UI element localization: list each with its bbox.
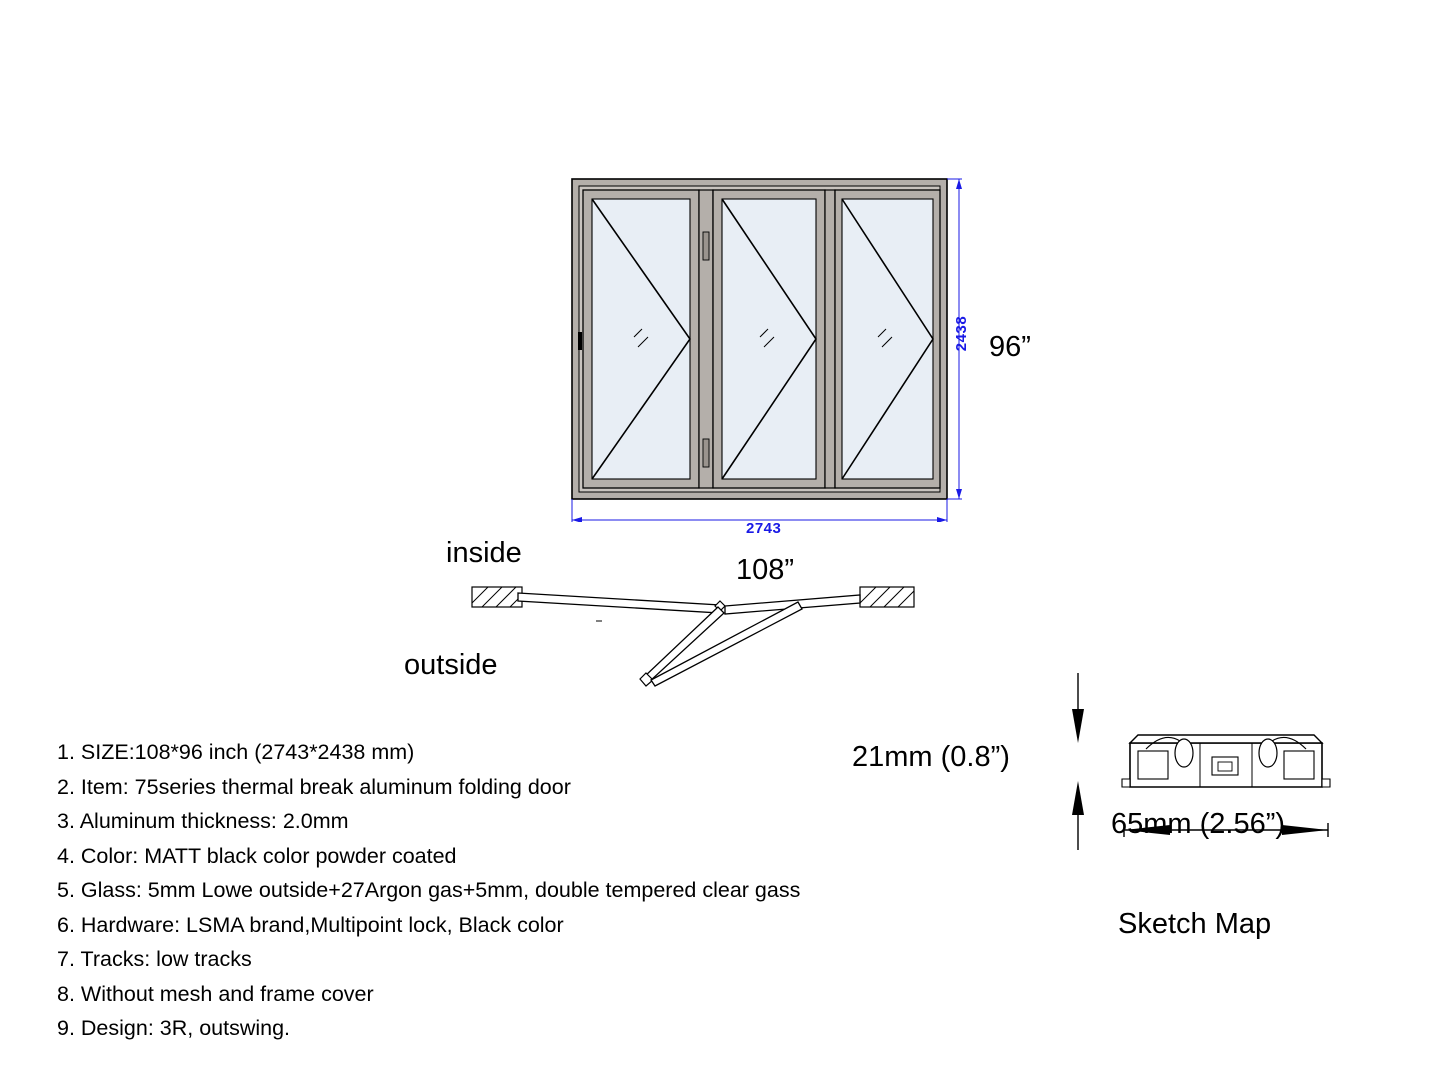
height-dimension-mm: 2438 (953, 315, 971, 352)
note-item: 7. Tracks: low tracks (57, 947, 252, 971)
note-item: 3. Aluminum thickness: 2.0mm (57, 809, 349, 833)
sketch-map-section (1060, 665, 1390, 890)
inside-label: inside (446, 537, 522, 569)
elevation-view (570, 177, 962, 507)
height-dimension-inch: 96” (989, 331, 1031, 363)
sketch-map-title: Sketch Map (1118, 908, 1272, 940)
note-item: 5. Glass: 5mm Lowe outside+27Argon gas+5mm, double tempered clear gass (57, 878, 801, 902)
width-dimension-mm: 2743 (746, 520, 782, 537)
note-item: 9. Design: 3R, outswing. (57, 1016, 291, 1040)
outside-label: outside (404, 649, 498, 681)
width-dimension-inch: 108” (736, 554, 795, 586)
note-item: 1. SIZE:108*96 inch (2743*2438 mm) (57, 740, 415, 764)
note-item: 2. Item: 75series thermal break aluminum folding door (57, 774, 571, 799)
plan-view (468, 585, 928, 695)
note-item: 4. Color: MATT black color powder coated (57, 843, 457, 868)
sketch-horizontal-dimension: 65mm (2.56”) (1111, 808, 1286, 840)
note-item: 6. Hardware: LSMA brand,Multipoint lock, Black color (57, 912, 564, 937)
specification-notes (57, 735, 957, 1046)
sketch-vertical-dimension: 21mm (0.8”) (852, 741, 1010, 773)
note-item: 8. Without mesh and frame cover (57, 981, 374, 1006)
